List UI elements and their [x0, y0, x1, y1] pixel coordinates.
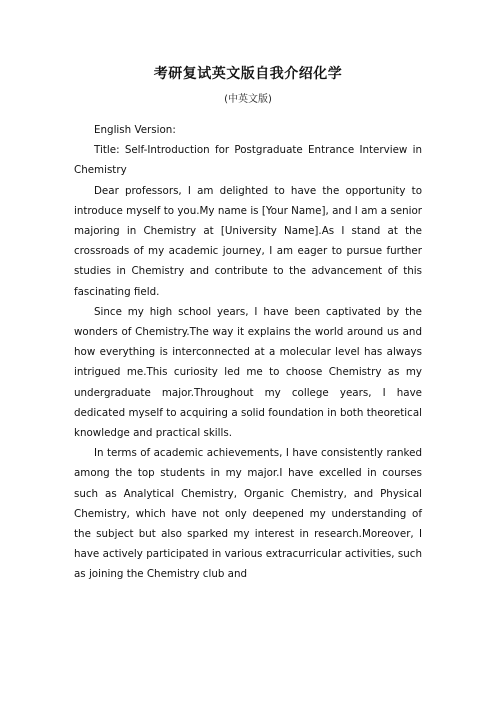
document-title: 考研复试英文版自我介绍化学: [153, 66, 343, 82]
paragraph-title: Title: Self-Introduction for Postgraduate Entrance Interview in Chemistry: [74, 144, 422, 177]
paragraph-greeting: Dear professors, I am delighted to have the opportunity to introduce myself to you.My name is [Your Name], and I am a senior majoring in Chemistry at [University Name].As I stand at the crossroads of my academic journey, I am eager to pursue further studies in Chemistry and contribute to the advancement of this fascinating field.: [74, 184, 422, 298]
paragraph-background: Since my high school years, I have been captivated by the wonders of Chemistry.The way it explains the world around us and how everything is interconnected at a molecular level has always intrigued me.This curiosity led me to choose Chemistry as my undergraduate major.Throughout my college years, I have dedicated myself to acquiring a solid foundation in both theoretical knowledge and practical skills.: [74, 305, 422, 440]
paragraph-version: English Version:: [94, 124, 176, 136]
document-subtitle: (中英文版): [224, 94, 272, 105]
paragraph-achievements: In terms of academic achievements, I have consistently ranked among the top students in my major.I have excelled in courses such as Analytical Chemistry, Organic Chemistry, and Physical Chemistry, which have not only deepened my understanding of the subject but also sparked my interest in research.Moreover, I have actively participated in various extracurricular activities, such as joining the Chemistry club and: [74, 447, 422, 581]
document-body: [74, 120, 422, 585]
